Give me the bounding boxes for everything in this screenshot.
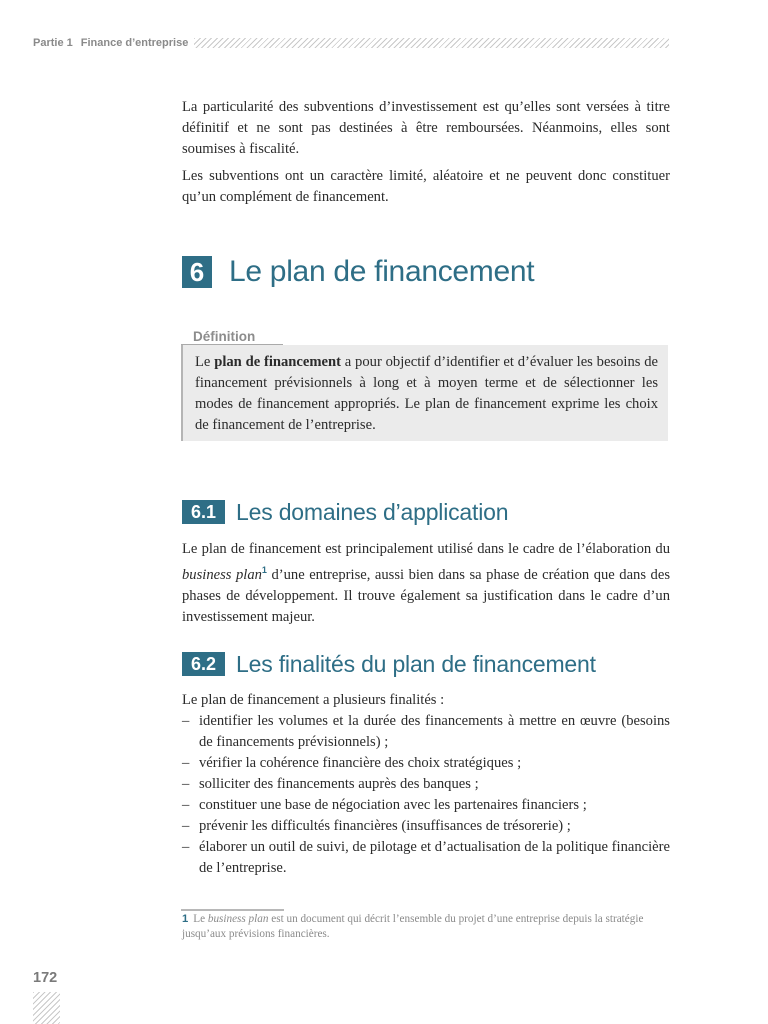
page-number: 172 (33, 970, 58, 986)
definition-label: Définition (193, 329, 256, 344)
footnote (182, 912, 670, 942)
footnote-rule (181, 909, 284, 911)
section-title: Les finalités du plan de financement (236, 650, 596, 677)
paragraph-text-end: d’une entreprise, aussi bien dans sa phase de création que dans des phases de développement. Il trouve également sa justification dans le cadre d’un investissement majeur. (182, 566, 670, 625)
footnote-italic: business plan (207, 913, 269, 925)
business-plan-term: business plan (182, 566, 262, 583)
intro-text (182, 97, 670, 208)
footnote-lead: Le (193, 913, 208, 925)
running-head (33, 36, 669, 50)
list-item: – vérifier la cohérence financière des choix stratégiques ; (182, 753, 670, 774)
running-head-part: Partie 1 (33, 37, 73, 49)
chapter-number-badge: 6 (182, 256, 212, 288)
list-item: – prévenir les difficultés financières (insuffisances de trésorerie) ; (182, 816, 670, 837)
definition-lead: Le (195, 354, 215, 370)
list-item: – élaborer un outil de suivi, de pilotage et d’actualisation de la politique financière de l’entreprise. (182, 837, 670, 879)
finalites-intro: Le plan de financement a plusieurs finalités : (182, 692, 445, 708)
chapter-title: Le plan de financement (229, 255, 535, 288)
definition-term: plan de financement (214, 354, 341, 370)
section-heading-6-1 (182, 499, 508, 525)
intro-paragraph-2: Les subventions ont un caractère limité, aléatoire et ne peuvent donc constituer qu’un complément de financement. (182, 168, 670, 205)
section-6-1-text (182, 539, 670, 628)
section-title: Les domaines d’application (236, 498, 509, 525)
section-6-1-paragraph (182, 539, 670, 628)
section-number-badge: 6.2 (182, 652, 225, 676)
running-head-hatch (194, 38, 669, 48)
running-head-title: Finance d’entreprise (80, 37, 189, 49)
intro-paragraph-1: La particularité des subventions d’investissement est qu’elles sont versées à titre définitif et ne sont pas destinées à être remboursées. Néanmoins, elles sont soumises à fiscalité. (182, 99, 670, 157)
footnote-number: 1 (182, 913, 189, 925)
chapter-heading (182, 254, 534, 290)
paragraph-text-start: Le plan de financement est principalement utilisé dans le cadre de l’élaboration du (182, 541, 670, 557)
finalites-list (182, 711, 670, 879)
list-item: – identifier les volumes et la durée des financements à mettre en œuvre (besoins de financements prévisionnels) ; (182, 711, 670, 753)
section-number-badge: 6.1 (182, 500, 225, 524)
section-heading-6-2 (182, 651, 596, 677)
footnote-ref[interactable]: 1 (261, 565, 267, 575)
list-item: – constituer une base de négociation avec les partenaires financiers ; (182, 795, 670, 816)
section-6-2-text (182, 690, 670, 879)
definition-body: a pour objectif d’identifier et d’évaluer les besoins de financement prévisionnels à long et à moyen terme et de sélectionner les modes de financement appropriés. Le plan de financement exprime les choix de financement de l’entreprise. (195, 354, 658, 433)
page-hatch (33, 992, 60, 1024)
footnote-text: est un document qui décrit l’ensemble du projet d’une entreprise depuis la stratégie jusqu’aux prévisions financières. (182, 913, 644, 940)
list-item: – solliciter des financements auprès des banques ; (182, 774, 670, 795)
definition-box (181, 345, 668, 441)
